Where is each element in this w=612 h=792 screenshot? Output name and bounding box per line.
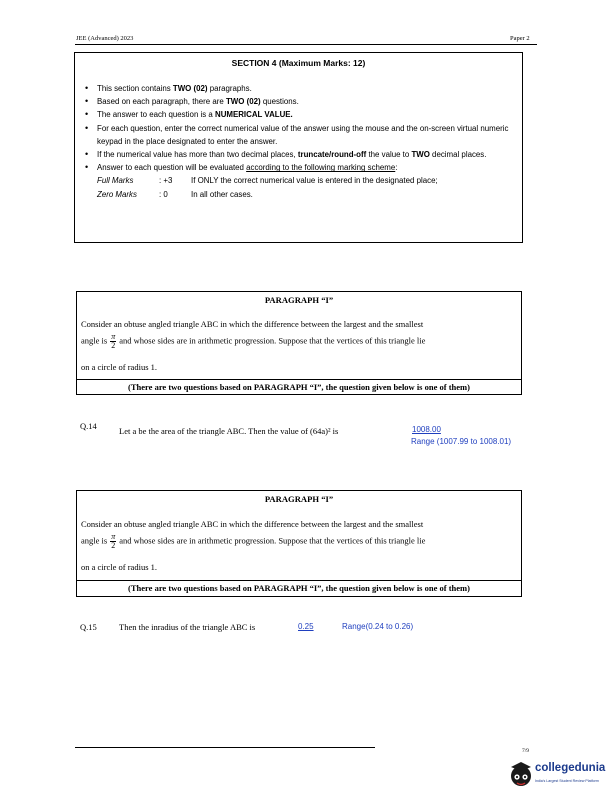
logo-tagline: India's Largest Student Review Platform bbox=[535, 779, 599, 783]
paragraph-title: PARAGRAPH “I” bbox=[264, 295, 334, 305]
paragraph-line: on a circle of radius 1. bbox=[81, 362, 157, 372]
exam-header-label: JEE (Advanced) 2023 bbox=[76, 35, 134, 42]
marking-label: Full Marks bbox=[97, 176, 134, 186]
page-number: 7/9 bbox=[522, 748, 530, 754]
paragraph-box bbox=[76, 490, 522, 597]
instruction-item: • Answer to each question will be evaluated according to the following marking scheme: bbox=[85, 161, 515, 174]
question-number: Q.15 bbox=[80, 622, 97, 632]
header-divider bbox=[75, 44, 537, 45]
question-number: Q.14 bbox=[80, 421, 97, 431]
logo-wordmark: collegedunia bbox=[535, 762, 606, 774]
marking-label: Zero Marks bbox=[97, 189, 137, 199]
paragraph-line: Consider an obtuse angled triangle ABC in which the difference between the largest and the smallest bbox=[81, 519, 424, 529]
marking-row-zero bbox=[85, 188, 515, 201]
paragraph-line: angle is $\frac{\pi}{2}$ and whose sides are in arithmetic progression. Suppose that the vertices of this triangle lie bbox=[81, 532, 426, 550]
bullet-icon: • bbox=[85, 122, 89, 133]
paragraph-note: (There are two questions based on PARAGRAPH “I”, the question given below is one of them) bbox=[128, 382, 470, 392]
marking-points: : 0 bbox=[159, 189, 168, 199]
paragraph-title: PARAGRAPH “I” bbox=[264, 494, 334, 504]
instruction-item: • This section contains TWO (02) paragraphs. bbox=[85, 82, 515, 95]
paragraph-line: Consider an obtuse angled triangle ABC in which the difference between the largest and the smallest bbox=[81, 319, 424, 329]
section-title: SECTION 4 (Maximum Marks: 12) bbox=[231, 58, 366, 68]
bullet-icon: • bbox=[85, 109, 89, 120]
answer-value: 1008.00 bbox=[412, 425, 441, 434]
instruction-item: • For each question, enter the correct numerical value of the answer using the mouse and the on-screen virtual numeric keypad in the place designated to enter the answer. bbox=[85, 122, 509, 146]
paragraph-line: angle is $\frac{\pi}{2}$ and whose sides are in arithmetic progression. Suppose that the vertices of this triangle lie bbox=[81, 332, 426, 350]
marking-description: If ONLY the correct numerical value is entered in the designated place; bbox=[191, 176, 438, 186]
answer-range: Range(0.24 to 0.26) bbox=[342, 622, 414, 631]
pi-over-two-fraction: $\frac{\pi}{2}$ bbox=[111, 532, 116, 550]
instruction-item: • If the numerical value has more than two decimal places, truncate/round-off the value to TWO decimal places. bbox=[85, 148, 515, 161]
instruction-item: • The answer to each question is a NUMERICAL VALUE. bbox=[85, 108, 515, 121]
marking-points: : +3 bbox=[159, 176, 173, 186]
pi-over-two-fraction: $\frac{\pi}{2}$ bbox=[111, 332, 116, 350]
paragraph-note: (There are two questions based on PARAGRAPH “I”, the question given below is one of them) bbox=[128, 583, 470, 593]
paragraph-divider bbox=[77, 580, 521, 581]
marking-description: In all other cases. bbox=[191, 189, 253, 199]
section-instructions-box bbox=[74, 52, 523, 243]
bullet-icon: • bbox=[85, 96, 89, 107]
question-text: Let a be the area of the triangle ABC. Then the value of (64a)² is bbox=[119, 426, 339, 436]
instruction-list bbox=[85, 82, 515, 201]
footer-divider bbox=[75, 747, 375, 748]
bullet-icon: • bbox=[85, 83, 89, 93]
paragraph-box bbox=[76, 291, 522, 395]
instruction-item: • Based on each paragraph, there are TWO (02) questions. bbox=[85, 95, 515, 108]
paper-header-label: Paper 2 bbox=[510, 35, 530, 42]
bullet-icon: • bbox=[85, 162, 89, 173]
answer-value: 0.25 bbox=[298, 622, 314, 631]
bullet-icon: • bbox=[85, 149, 89, 160]
paragraph-divider bbox=[77, 379, 521, 380]
question-text: Then the inradius of the triangle ABC is bbox=[119, 622, 256, 632]
marking-row-full bbox=[85, 174, 515, 187]
paragraph-line: on a circle of radius 1. bbox=[81, 562, 157, 572]
answer-range: Range (1007.99 to 1008.01) bbox=[411, 437, 512, 446]
